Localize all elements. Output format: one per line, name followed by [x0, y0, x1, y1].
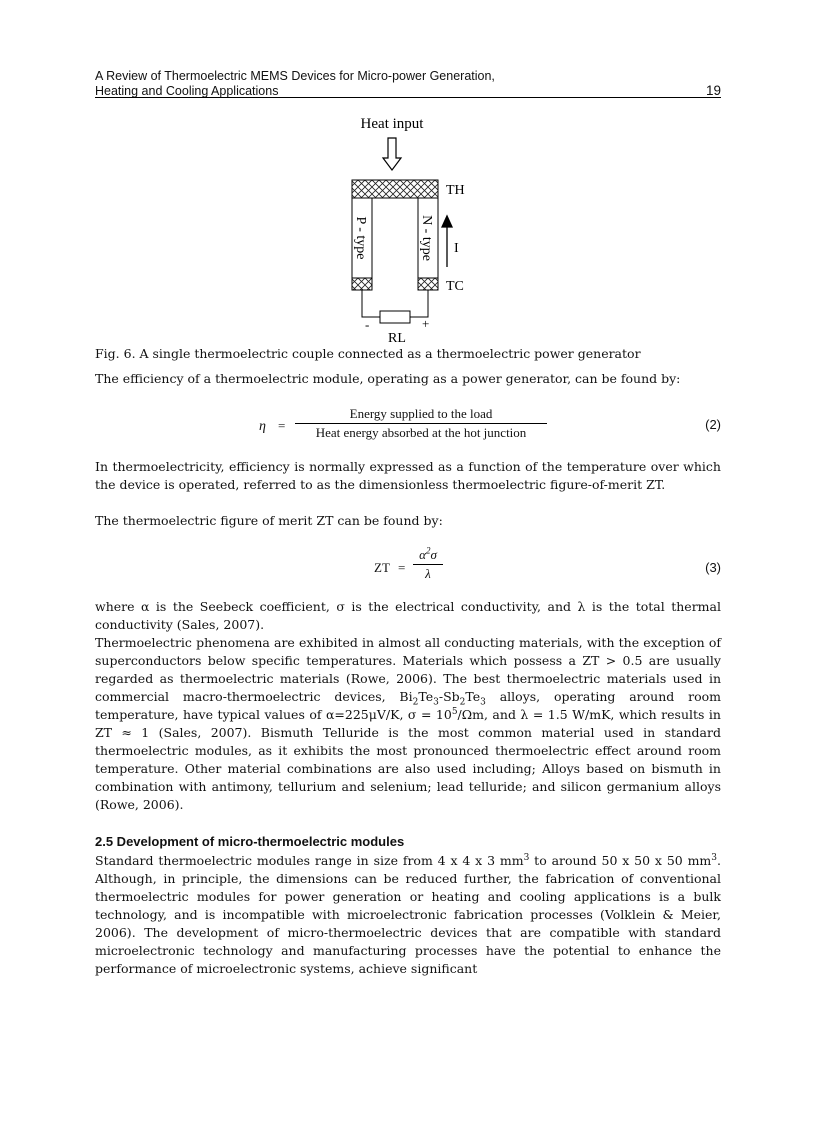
eq2-number: (2) — [705, 417, 721, 432]
current-arrow-icon — [442, 216, 452, 267]
paragraph-where: where α is the Seebeck coefficient, σ is the electrical conductivity, and λ is the total thermal conductivity (Sales, 2007). — [95, 599, 721, 632]
figure-caption: Fig. 6. A single thermoelectric couple connected as a thermoelectric power generator — [95, 346, 641, 361]
cold-junction-p — [352, 278, 372, 290]
paragraph-development — [95, 852, 721, 978]
materials-sub-4: 3 — [480, 697, 486, 708]
eq3-exponent: 2 — [425, 545, 431, 556]
header-rule — [95, 97, 721, 98]
dev-sup-1: 3 — [523, 852, 530, 863]
page-number: 19 — [705, 82, 721, 98]
section-heading: 2.5 Development of micro-thermoelectric modules — [95, 834, 405, 849]
equation-2 — [95, 402, 721, 452]
eq2-denominator: Heat energy absorbed at the hot junction — [315, 425, 527, 440]
eq3-fraction-bar — [413, 564, 443, 565]
eq3-denominator: λ — [425, 566, 431, 581]
p-type-label: P - type — [353, 216, 368, 260]
heat-input-arrow-icon — [383, 138, 401, 170]
dev-text-3: . Although, in principle, the dimensions can be reduced further, the fabrication of conventional thermoelectric modules for power generation or heating and cooling applications is a bulk technology, and is incompatible with microelectronic fabrication processes (Volklein & Meier, 2006). The development of micro-thermoelectric devices that are compatible with standard microelectronic technology and manufacturing processes have the potential to enhance the performance of microelectronic systems, achieve significant — [95, 853, 721, 976]
cold-junction-n — [418, 278, 438, 290]
running-header — [95, 69, 721, 98]
eq2-numerator: Energy supplied to the load — [349, 406, 493, 421]
paragraph-zt-definition: In thermoelectricity, efficiency is normally expressed as a function of the temperature over which the device is operated, referred to as the dimensionless thermoelectric figure-of-merit ZT. — [95, 459, 721, 492]
eq3-number: (3) — [705, 560, 721, 575]
alpha-symbol: α — [419, 547, 426, 562]
current-label: I — [454, 241, 459, 256]
eq3-equals: = — [398, 560, 406, 575]
paragraph-efficiency-intro: The efficiency of a thermoelectric module, operating as a power generator, can be found by: — [95, 371, 681, 386]
eq2-fraction — [295, 406, 547, 441]
plus-label: + — [422, 316, 430, 331]
header-title-line2: Heating and Cooling Applications — [95, 83, 279, 98]
paragraph-zt-intro: The thermoelectric figure of merit ZT can be found by: — [95, 513, 443, 528]
thermocouple-diagram — [330, 110, 500, 350]
heat-input-label: Heat input — [360, 116, 424, 132]
materials-sup-1: 5 — [451, 706, 458, 717]
materials-text-4: Te — [465, 689, 481, 704]
dev-text-2: to around 50 x 50 x 50 mm — [529, 853, 712, 868]
dev-sup-2: 3 — [711, 852, 718, 863]
materials-text-2: Te — [418, 689, 434, 704]
rl-label: RL — [388, 331, 406, 346]
load-resistor — [380, 311, 410, 323]
materials-sub-2: 3 — [433, 697, 439, 708]
th-label: TH — [446, 183, 465, 198]
materials-sub-3: 2 — [459, 697, 466, 708]
eq2-fraction-bar — [295, 423, 547, 424]
tc-label: TC — [446, 279, 464, 294]
minus-label: - — [365, 317, 370, 332]
eta-symbol: η — [259, 419, 266, 434]
equation-3 — [95, 546, 721, 592]
header-title-line1: A Review of Thermoelectric MEMS Devices for Micro-power Generation, — [95, 69, 495, 83]
eq3-lhs: ZT — [374, 560, 390, 575]
materials-text-3: -Sb — [438, 689, 460, 704]
materials-sub-1: 2 — [412, 697, 419, 708]
materials-text-1: Thermoelectric phenomena are exhibited in almost all conducting materials, with the exception of superconductors below specific temperatures. Materials which possess a ZT > 0.5 are usually regarded as thermoelectric materials (Rowe, 2006). The best thermoelectric materials used in commercial macro-thermoelectric devices, Bi — [95, 635, 721, 704]
dev-text-1: Standard thermoelectric modules range in size from 4 x 4 x 3 mm — [95, 853, 524, 868]
n-type-label: N - type — [419, 215, 434, 261]
paragraph-materials — [95, 634, 721, 814]
eq3-fraction — [413, 546, 443, 582]
eq2-equals: = — [278, 418, 286, 433]
materials-text-6: /Ωm, and λ = 1.5 W/mK, which results in ZT ≈ 1 (Sales, 2007). Bismuth Telluride is the most common material used in standard thermoelectric modules, as it exhibits the most pronounced thermoelectric effect around room temperature. Other material combinations are also used including; Alloys based on bismuth in combination with antimony, tellurium and selenium; lead telluride; and silicon germanium alloys (Rowe, 2006). — [95, 707, 721, 812]
hot-junction-plate — [352, 180, 438, 198]
eq3-numerator — [413, 546, 443, 563]
sigma-symbol: σ — [430, 547, 437, 562]
materials-text-5: alloys, operating around room temperature, have typical values of α=225μV/K, σ = 10 — [95, 689, 721, 722]
